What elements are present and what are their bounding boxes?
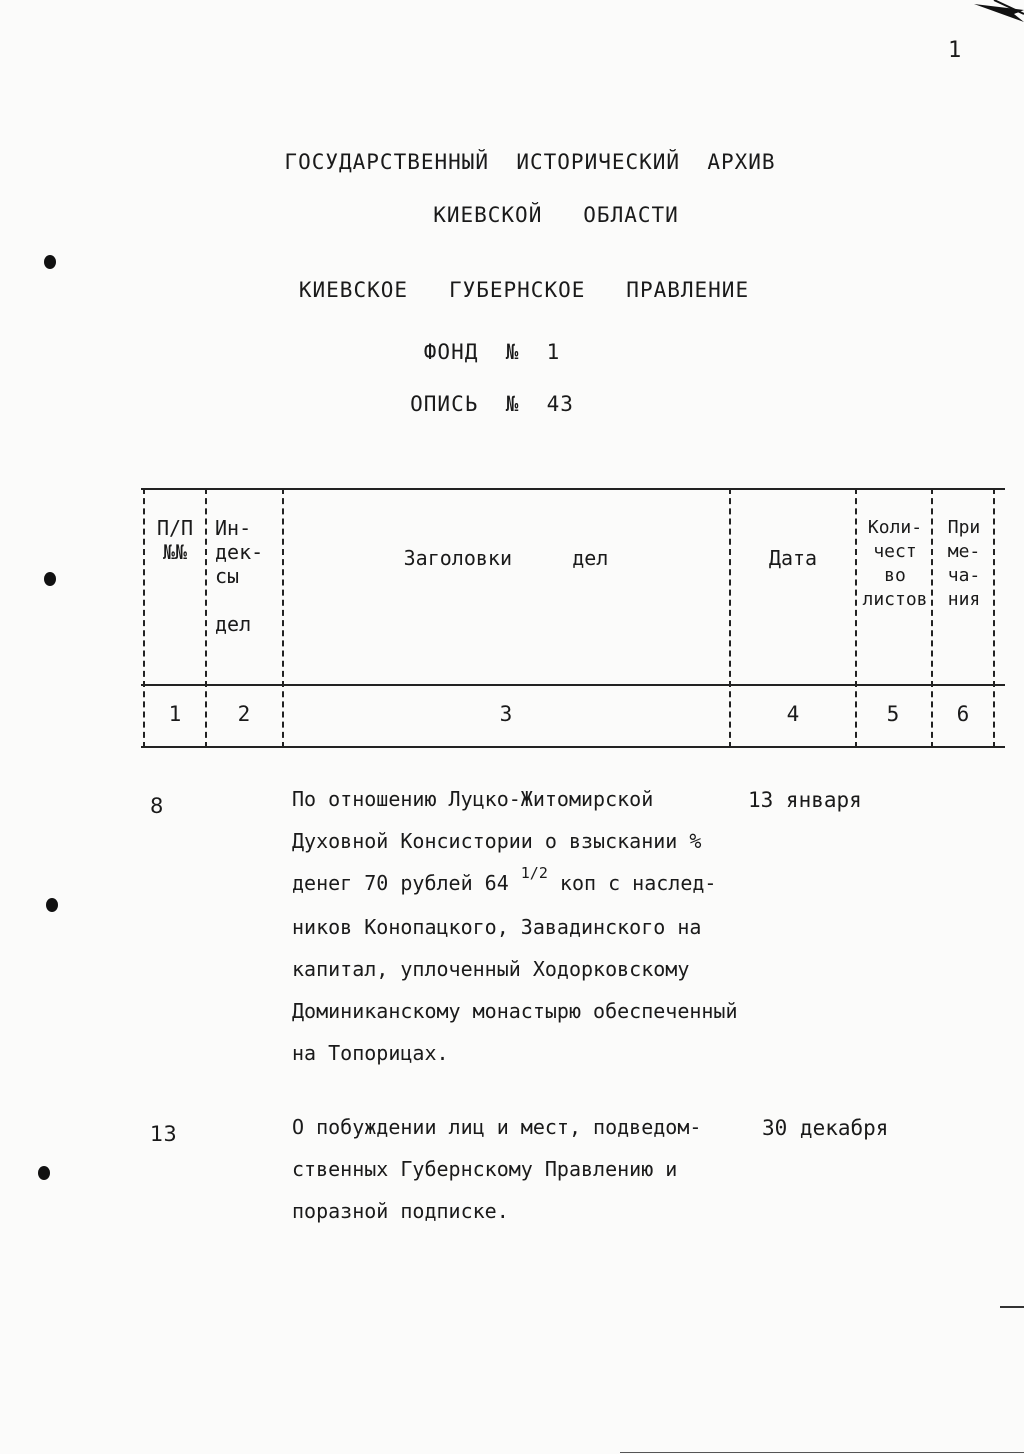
punch-hole — [46, 898, 58, 912]
header-sequence-number: П/П №№ — [156, 516, 194, 564]
entry-title — [292, 778, 738, 1074]
table-divider — [143, 488, 145, 748]
institution-title: КИЕВСКОЕ ГУБЕРНСКОЕ ПРАВЛЕНИЕ — [298, 278, 750, 302]
punch-hole — [44, 255, 56, 269]
header-sheet-count: Коли- чест во листов — [862, 517, 928, 610]
margin-mark — [1000, 1306, 1024, 1308]
fraction: 1/2 — [520, 864, 548, 882]
entry-title-line: поразной подписке. — [292, 1199, 509, 1223]
table-divider — [282, 488, 284, 748]
entry-title — [292, 1106, 701, 1232]
entry-title-text: коп с наслед- — [547, 871, 717, 895]
column-number: 6 — [956, 702, 970, 726]
punch-hole — [38, 1166, 50, 1180]
entry-number: 13 — [150, 1122, 177, 1146]
opis-number: ОПИСЬ № 43 — [410, 392, 574, 416]
inventory-table — [141, 488, 1005, 748]
entry-title-line: на Топорицах. — [292, 1041, 449, 1065]
corner-mark — [954, 0, 1024, 30]
entry-title-text: денег 70 рублей 64 — [292, 871, 521, 895]
entry-date: 30 декабря — [762, 1116, 889, 1140]
entry-number: 8 — [150, 794, 164, 818]
entry-date: 13 января — [748, 788, 862, 812]
entry-title-line: Духовной Консистории о взыскании % — [292, 829, 702, 853]
column-number: 2 — [237, 702, 251, 726]
entry-title-line: По отношению Луцко-Житомирской — [292, 787, 654, 811]
entry-title-line: ственных Губернскому Правлению и — [292, 1157, 678, 1181]
entry-title-line: О побуждении лиц и мест, подведом- — [292, 1115, 702, 1139]
table-header-rule — [141, 684, 1005, 686]
table-divider — [993, 488, 995, 748]
punch-hole — [44, 572, 56, 586]
header-file-index: Ин- дек- сы дел — [215, 516, 264, 636]
archive-title: ГОСУДАРСТВЕННЫЙ ИСТОРИЧЕСКИЙ АРХИВ — [284, 150, 776, 174]
table-bottom-rule — [141, 746, 1005, 748]
page-edge-line — [620, 1452, 1024, 1453]
region-title: КИЕВСКОЙ ОБЛАСТИ — [433, 203, 679, 227]
column-number: 1 — [168, 702, 182, 726]
entry-title-line: Доминиканскому монастырю обеспеченный — [292, 999, 738, 1023]
column-number: 3 — [499, 702, 513, 726]
page-number: 1 — [948, 38, 962, 63]
column-number: 4 — [786, 702, 800, 726]
table-divider — [729, 488, 731, 748]
header-file-titles: Заголовки дел — [403, 546, 609, 570]
header-notes: При ме- ча- ния — [947, 517, 981, 610]
entry-title-line — [292, 862, 738, 906]
entry-title-line: капитал, уплоченный Ходорковскому — [292, 957, 690, 981]
header-date: Дата — [768, 546, 818, 570]
table-top-rule — [141, 488, 1005, 490]
entry-title-line: ников Конопацкого, Завадинского на — [292, 915, 702, 939]
column-number: 5 — [886, 702, 900, 726]
fond-number: ФОНД № 1 — [423, 340, 561, 364]
